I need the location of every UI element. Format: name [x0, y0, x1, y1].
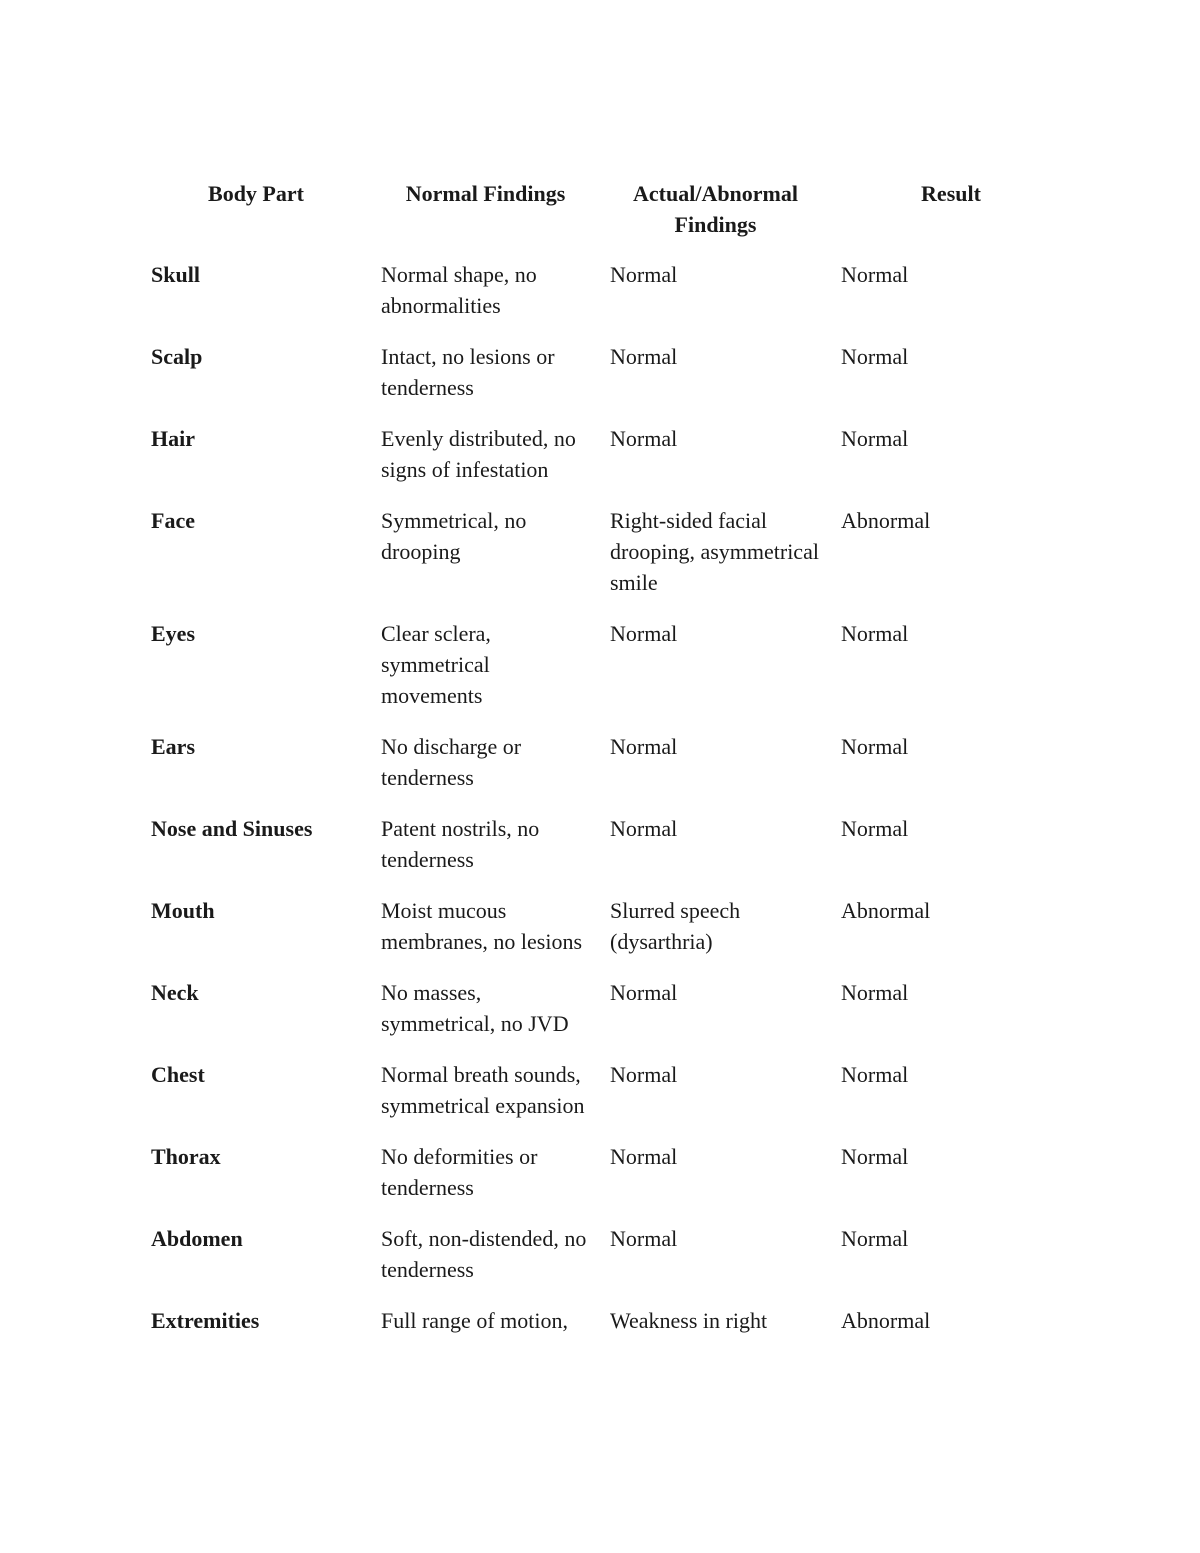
- normal-findings-cell: Full range of motion,: [381, 1308, 568, 1333]
- physical-exam-table: [141, 174, 1071, 1356]
- actual-findings-cell: Normal: [610, 1226, 678, 1251]
- body-part-cell: Extremities: [151, 1308, 260, 1333]
- actual-findings-cell: Normal: [610, 344, 678, 369]
- normal-findings-cell: Symmetrical, no drooping: [381, 508, 527, 564]
- normal-findings-cell: Clear sclera, symmetrical movements: [381, 621, 491, 708]
- result-cell: Abnormal: [841, 508, 931, 533]
- result-cell: Normal: [841, 621, 909, 646]
- normal-findings-cell: Patent nostrils, no tenderness: [381, 816, 540, 872]
- actual-findings-cell: Normal: [610, 816, 678, 841]
- table-row: [141, 731, 1071, 813]
- result-cell: Normal: [841, 816, 909, 841]
- body-part-cell: Nose and Sinuses: [151, 816, 313, 841]
- result-cell: Normal: [841, 1226, 909, 1251]
- actual-findings-cell: Normal: [610, 1062, 678, 1087]
- body-part-cell: Abdomen: [151, 1226, 243, 1251]
- body-part-cell: Neck: [151, 980, 199, 1005]
- table-row: [141, 1305, 1071, 1356]
- body-part-cell: Hair: [151, 426, 195, 451]
- normal-findings-cell: No deformities or tenderness: [381, 1144, 538, 1200]
- actual-findings-cell: Normal: [610, 426, 678, 451]
- table-row: [141, 1059, 1071, 1141]
- header-result: Result: [921, 181, 981, 206]
- result-cell: Normal: [841, 344, 909, 369]
- body-part-cell: Skull: [151, 262, 200, 287]
- table-row: [141, 813, 1071, 895]
- result-cell: Normal: [841, 734, 909, 759]
- table-row: [141, 977, 1071, 1059]
- result-cell: Abnormal: [841, 898, 931, 923]
- result-cell: Normal: [841, 1062, 909, 1087]
- body-part-cell: Eyes: [151, 621, 195, 646]
- normal-findings-cell: Moist mucous membranes, no lesions: [381, 898, 583, 954]
- table-row: [141, 505, 1071, 618]
- result-cell: Normal: [841, 262, 909, 287]
- normal-findings-cell: Intact, no lesions or tenderness: [381, 344, 555, 400]
- actual-findings-cell: Right-sided facial drooping, asymmetrical smile: [610, 508, 819, 595]
- body-part-cell: Scalp: [151, 344, 203, 369]
- actual-findings-cell: Normal: [610, 621, 678, 646]
- normal-findings-cell: Evenly distributed, no signs of infestation: [381, 426, 576, 482]
- actual-findings-cell: Normal: [610, 1144, 678, 1169]
- table-header-row: [141, 174, 1071, 259]
- table-row: [141, 618, 1071, 731]
- table-row: [141, 895, 1071, 977]
- normal-findings-cell: Soft, non-distended, no tenderness: [381, 1226, 587, 1282]
- table-row: [141, 1223, 1071, 1305]
- result-cell: Normal: [841, 426, 909, 451]
- body-part-cell: Mouth: [151, 898, 215, 923]
- body-part-cell: Face: [151, 508, 195, 533]
- actual-findings-cell: Normal: [610, 980, 678, 1005]
- header-body-part: Body Part: [208, 181, 304, 206]
- table-row: [141, 259, 1071, 341]
- normal-findings-cell: Normal shape, no abnormalities: [381, 262, 537, 318]
- normal-findings-cell: No masses, symmetrical, no JVD: [381, 980, 569, 1036]
- actual-findings-cell: Normal: [610, 734, 678, 759]
- result-cell: Normal: [841, 980, 909, 1005]
- body-part-cell: Thorax: [151, 1144, 221, 1169]
- table-row: [141, 341, 1071, 423]
- normal-findings-cell: Normal breath sounds, symmetrical expansion: [381, 1062, 585, 1118]
- result-cell: Normal: [841, 1144, 909, 1169]
- normal-findings-cell: No discharge or tenderness: [381, 734, 522, 790]
- table-row: [141, 423, 1071, 505]
- actual-findings-cell: Slurred speech (dysarthria): [610, 898, 741, 954]
- result-cell: Abnormal: [841, 1308, 931, 1333]
- table-row: [141, 1141, 1071, 1223]
- body-part-cell: Ears: [151, 734, 195, 759]
- header-normal-findings: Normal Findings: [405, 181, 566, 206]
- body-part-cell: Chest: [151, 1062, 205, 1087]
- header-actual-findings: Actual/Abnormal Findings: [633, 181, 798, 237]
- actual-findings-cell: Weakness in right: [610, 1308, 768, 1333]
- actual-findings-cell: Normal: [610, 262, 678, 287]
